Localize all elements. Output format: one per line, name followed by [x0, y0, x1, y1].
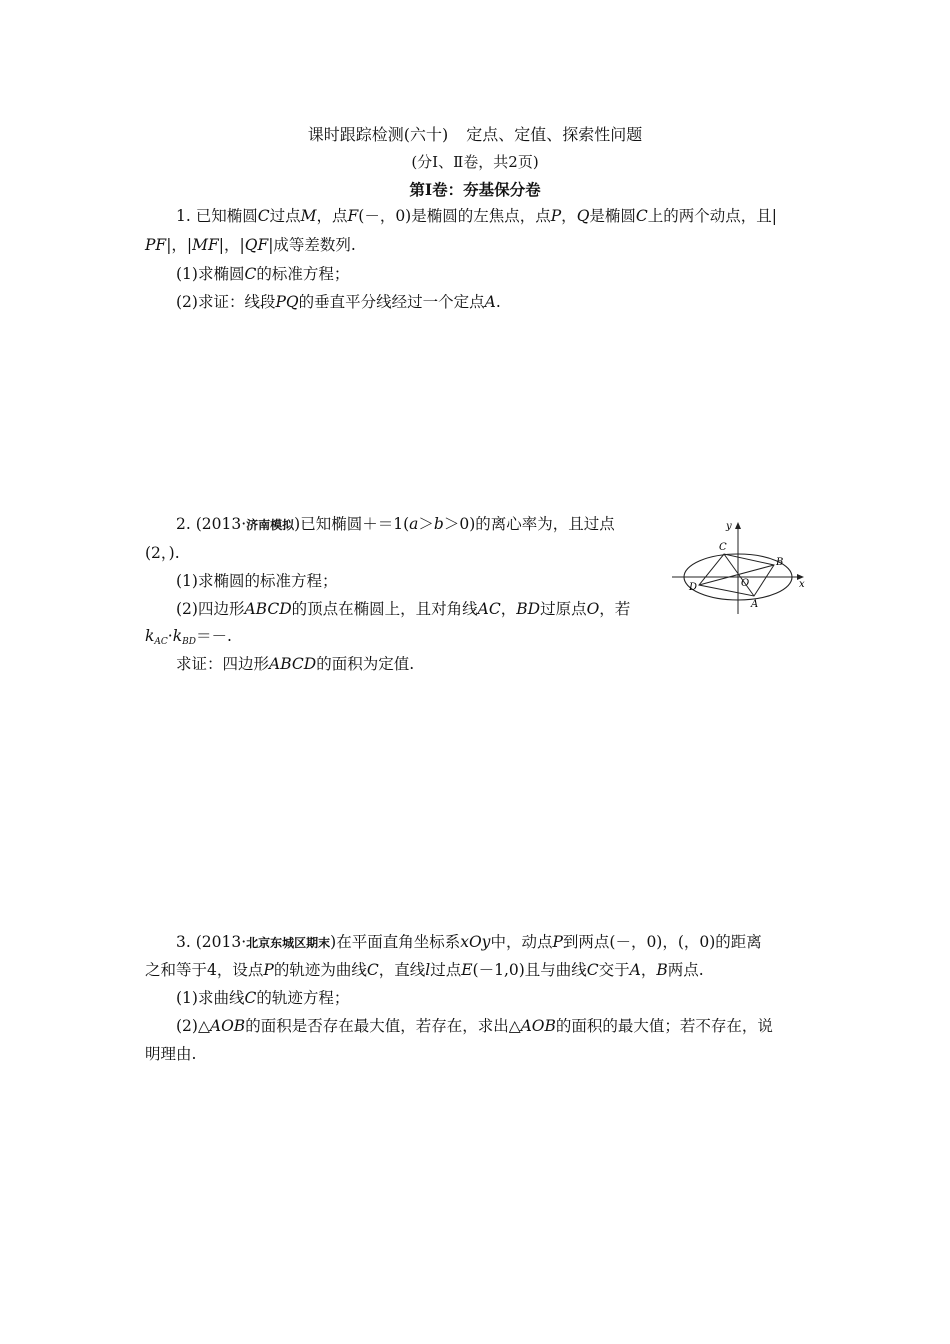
q3-line-2: 之和等于4，设点P的轨迹为曲线C，直线l过点E(－1,0)且与曲线C交于A，B两点. — [145, 961, 704, 979]
point-a-label: A — [751, 599, 759, 610]
page-title — [0, 122, 950, 145]
q1-line-2: PF|，|MF|，|QF|成等差数列. — [145, 236, 356, 254]
title-part-1: 课时跟踪检测(六十) — [307, 125, 449, 144]
q1-line-1: 1. 已知椭圆C过点M，点F(－，0)是椭圆的左焦点，点P，Q是椭圆C上的两个动点，且| — [176, 207, 778, 225]
q2-line-2: (2，). — [145, 544, 180, 562]
q2-part-1: (1)求椭圆的标准方程； — [176, 572, 338, 590]
x-axis-label: x — [799, 579, 805, 590]
q2-source: 济南模拟 — [246, 518, 295, 532]
q3-part-2: (2)△AOB的面积是否存在最大值，若存在，求出△AOB的面积的最大值；若不存在，说 — [176, 1017, 773, 1035]
y-axis-label: y — [726, 521, 732, 532]
q1-part-1: (1)求椭圆C的标准方程； — [176, 265, 350, 283]
q2-prove: 求证：四边形ABCD的面积为定值. — [176, 655, 415, 673]
q2-slope-condition: $k_{AC}\cdot k_{BD}=-$. — [145, 627, 232, 647]
q2-line-1: 2. (2013·济南模拟)已知椭圆＋＝1(a＞b＞0)的离心率为，且过点 — [176, 515, 615, 533]
title-part-2: 定点、定值、探索性问题 — [466, 125, 643, 144]
point-c-label: C — [719, 542, 727, 553]
q3-source: 北京东城区期末 — [246, 936, 331, 950]
section-heading: 第Ⅰ卷：夯基保分卷 — [409, 180, 541, 199]
origin-o-label: O — [741, 578, 750, 589]
q3-line-1: 3. (2013·北京东城区期末)在平面直角坐标系xOy中，动点P到两点(－，0)，(，0)的距离 — [176, 933, 762, 951]
q3-line-4: 明理由. — [145, 1045, 197, 1063]
y-axis-arrow — [735, 522, 741, 529]
q3-part-1: (1)求曲线C的轨迹方程； — [176, 989, 350, 1007]
point-d-label: D — [689, 582, 698, 593]
page-subtitle: (分Ⅰ、Ⅱ卷，共2页) — [411, 153, 539, 171]
ellipse-quadrilateral-figure — [668, 516, 813, 616]
q1-part-2: (2)求证：线段PQ的垂直平分线经过一个定点A. — [176, 293, 501, 311]
diagonal-ac — [724, 554, 754, 596]
q2-part-2: (2)四边形ABCD的顶点在椭圆上，且对角线AC，BD过原点O，若 — [176, 600, 631, 618]
point-b-label: B — [776, 557, 784, 568]
